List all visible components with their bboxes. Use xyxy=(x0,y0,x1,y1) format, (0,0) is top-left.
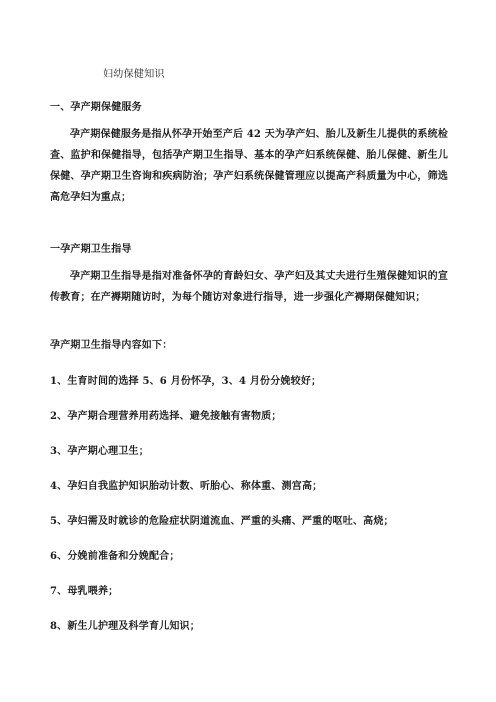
list-intro: 孕产期卫生指导内容如下： xyxy=(50,340,173,351)
document-title: 妇幼保健知识 xyxy=(103,69,165,80)
list-item: 5、孕妇需及时就诊的危险症状阴道流血、严重的头痛、严重的呕吐、高烧； xyxy=(50,516,394,527)
section-paragraph-prenatal-hygiene-guidance: 孕产期卫生指导是指对准备怀孕的育龄妇女、孕产妇及其丈夫进行生殖保健知识的宣传教育；在产褥期随访时，为每个随访对象进行指导，进一步强化产褥期保健知识； xyxy=(50,271,448,303)
section-heading-prenatal-hygiene-guidance: 一孕产期卫生指导 xyxy=(50,244,132,255)
list-item: 2、孕产期合理营养用药选择、避免接触有害物质； xyxy=(50,411,282,422)
list-item: 1、生育时间的选择 5、6 月份怀孕，3、4 月份分娩较好； xyxy=(50,376,322,387)
section-paragraph-prenatal-care-service: 孕产期保健服务是指从怀孕开始至产后 42 天为孕产妇、胎儿及新生儿提供的系统检查、监护和保健指导，包括孕产期卫生指导、基本的孕产妇系统保健、胎儿保健、新生儿保健、孕产期卫生咨询和疾病防治；孕产妇系统保健管理应以提高产科质量为中心，筛选高危孕妇为重点； xyxy=(50,129,448,203)
list-item: 4、孕妇自我监护知识胎动计数、听胎心、称体重、测宫高； xyxy=(50,481,323,492)
list-item: 3、孕产期心理卫生； xyxy=(50,446,149,457)
list-item: 8、新生儿护理及科学育儿知识； xyxy=(50,621,200,632)
list-item: 6、分娩前准备和分娩配合； xyxy=(50,551,180,562)
list-item: 7、母乳喂养； xyxy=(50,586,119,597)
section-heading-prenatal-care-service: 一、孕产期保健服务 xyxy=(50,102,142,113)
